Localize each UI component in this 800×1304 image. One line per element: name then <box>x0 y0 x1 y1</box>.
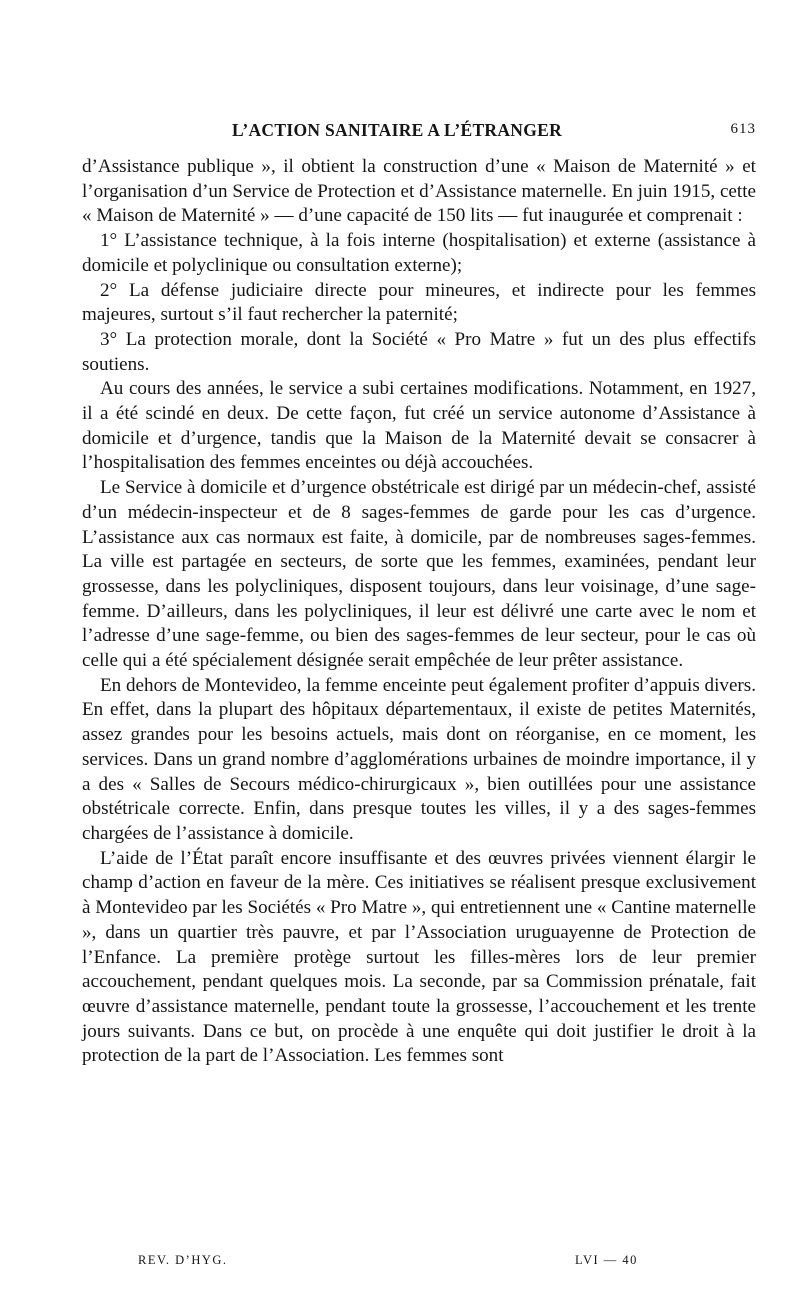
body-text <box>82 155 756 1069</box>
paragraph-continuation: d’Assistance publique », il obtient la construction d’une « Maison de Maternité » et l’organisation d’un Service de Protection et d’Assistance maternelle. En juin 1915, cette « Maison de Maternité » — d’une capacité de 150 lits — fut inaugurée et comprenait : <box>82 156 756 227</box>
paragraph-item-2: 2° La défense judiciaire directe pour mineures, et indirecte pour les femmes majeures, surtout s’il faut rechercher la paternité; <box>82 279 756 326</box>
page-header <box>82 120 756 144</box>
paragraph-modifications: Au cours des années, le service a subi certaines modifications. Notamment, en 1927, il a été scindé en deux. De cette façon, fut créé un service autonome d’Assistance à domicile et d’urgence, tandis que la Maison de la Maternité devait se consacrer à l’hospitalisation des femmes enceintes ou déjà accouchées. <box>82 378 756 474</box>
paragraph-item-1: 1° L’assistance technique, à la fois interne (hospitalisation) et externe (assistance à domicile et polyclinique ou consultation externe); <box>82 230 756 276</box>
page-footer <box>138 1253 678 1271</box>
paragraph-state-aid: L’aide de l’État paraît encore insuffisante et des œuvres privées viennent élargir le champ d’action en faveur de la mère. Ces initiatives se réalisent presque exclusivement à Montevideo par les Sociétés « Pro Matre », qui entretiennent une « Cantine maternelle », dans un quartier très pauvre, et par l’Association uruguayenne de Protection de l’Enfance. La première protège surtout les filles-mères lors de leur premier accouchement, pendant quelques mois. La seconde, par sa Commission prénatale, fait œuvre d’assistance maternelle, pendant toute la grossesse, l’accouchement et les trente jours suivants. Dans ce but, on procède à une enquête qui doit justifier le droit à la protection de la part de l’Association. Les femmes sont <box>82 847 756 1067</box>
running-title: L’ACTION SANITAIRE A L’ÉTRANGER <box>232 120 563 140</box>
page-number: 613 <box>730 121 756 137</box>
footer-volume-signature: LVI — 40 <box>575 1253 638 1267</box>
paragraph-outside-montevideo: En dehors de Montevideo, la femme enceinte peut également profiter d’appuis divers. En effet, dans la plupart des hôpitaux départementaux, il existe de petites Maternités, assez grandes pour les besoins actuels, mais dont on réorganise, en ce moment, les services. Dans un grand nombre d’agglomérations urbaines de moindre importance, il y a des « Salles de Secours médico-chirurgicaux », bien outillées pour une assistance obstétricale correcte. Enfin, dans presque toutes les villes, il y a des sages-femmes chargées de l’assistance à domicile. <box>82 674 756 844</box>
paragraph-home-service: Le Service à domicile et d’urgence obstétricale est dirigé par un médecin-chef, assisté d’un médecin-inspecteur et de 8 sages-femmes de garde pour les cas d’urgence. L’assistance aux cas normaux est faite, à domicile, par de nombreuses sages-femmes. La ville est partagée en secteurs, de sorte que les femmes, examinées, pendant leur grossesse, dans les polycliniques, disposent toujours, dans leur voisinage, d’une sage-femme. D’ailleurs, dans les polycliniques, il leur est délivré une carte avec le nom et l’adresse d’une sage-femme, ou bien des sages-femmes de leur secteur, pour le cas où celle qui a été spécialement désignée serait empêchée de leur prêter assistance. <box>82 477 756 672</box>
paragraph-item-3: 3° La protection morale, dont la Société « Pro Matre » fut un des plus effectifs soutiens. <box>82 328 756 375</box>
footer-journal-signature: REV. D’HYG. <box>138 1253 228 1267</box>
